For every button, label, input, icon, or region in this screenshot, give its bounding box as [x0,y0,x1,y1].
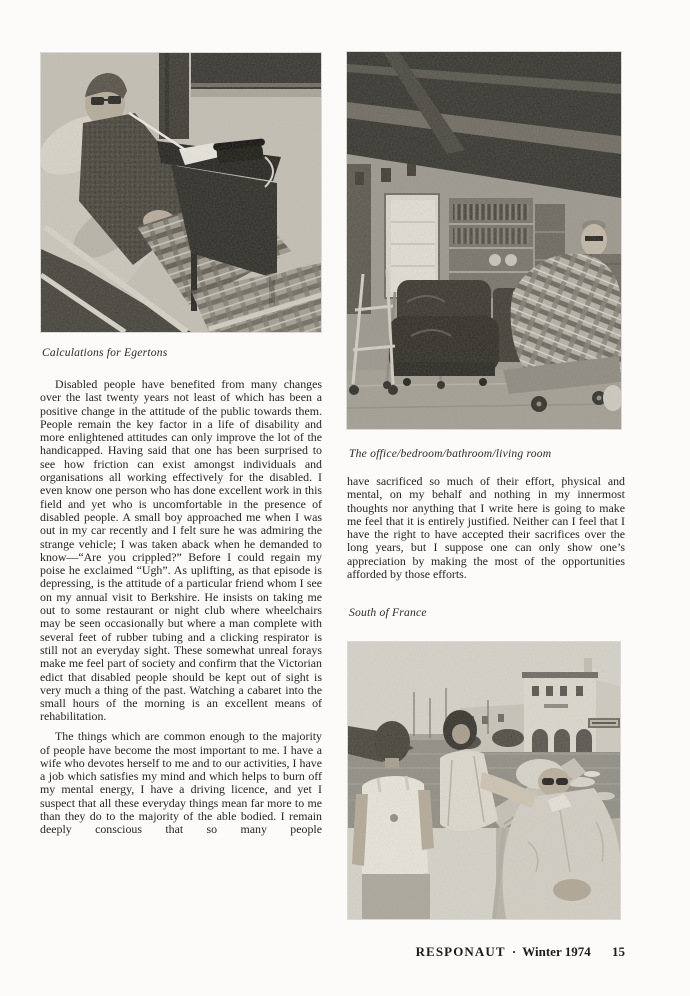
page-footer [340,944,625,960]
photo-caption-office-room: The office/bedroom/bathroom/living room [349,447,552,460]
photo-calculations-illustration [41,53,321,332]
photo-office-bedroom-room [347,52,621,429]
article-paragraph-1: Disabled people have benefited from many changes over the last twenty years not least of which has been a positive change in the attitude of the public towards them. People remain the key factor in a life of disability and more enlightened attitudes can only improve the lot of the handicapped. Having said that one has been surprised to see how friction can exist amongst individuals and organisations all working effectively for the disabled. I even know one person who has done excellent work in this field and yet who is uncomfortable in the presence of disabled people. A small boy approached me when I was out in my car recently and I felt sure he was admiring the strange vehicle; I was taken aback when he demanded to know—“Are you crippled?” Before I could regain my poise he exclaimed “Ugh”. As uplifting, as that episode is depressing, is the attitude of a particular friend whom I see on my annual visit to Berkshire. He insists on taking me out to some restaurant or night club where wheelchairs may be seen occasionally but where a man complete with several feet of rubber tubing and a clicking respirator is still not an everyday sight. These somewhat unreal forays make me feel part of society and confirm that the Victorian edict that disabled people should be kept out of sight is very much a thing of the past. Watching a cabaret into the small hours of the morning is an excellent means of rehabilitation. [40,377,322,724]
photo-caption-calculations: Calculations for Egertons [42,346,168,359]
article-paragraph-2: The things which are common enough to the majority of people have become the most important to me. I have a wife who devotes herself to me and to our activities, I have a job which satisfies my mind and which helps to burn off my mental energy, I have a driving licence, and yet I suspect that all these everyday things mean far more to me than they do to the majority of the able bodied. I remain deeply conscious that so many people [40,729,322,837]
magazine-title: RESPONAUT [415,944,506,959]
photo-calculations-for-egertons [41,53,321,332]
article-right-column [347,475,625,581]
photo-caption-south-of-france: South of France [349,606,427,619]
footer-separator: · [511,944,517,959]
article-left-column [40,378,322,837]
article-paragraph-3: have sacrificed so much of their effort, physical and mental, on my behalf and nothing in my innermost thoughts nor anything that I write here is going to make me feel that it is entirely justified. Neither can I feel that I have the right to have accepted their sacrifices over the long years, but I suppose one can only show one’s appreciation by making the most of the opportunities afforded by those efforts. [347,474,625,582]
photo-south-of-france [348,642,620,919]
photo-room-illustration [347,52,621,429]
page-number: 15 [612,944,625,959]
photo-harbour-illustration [348,642,620,919]
issue-label: Winter 1974 [522,944,591,959]
